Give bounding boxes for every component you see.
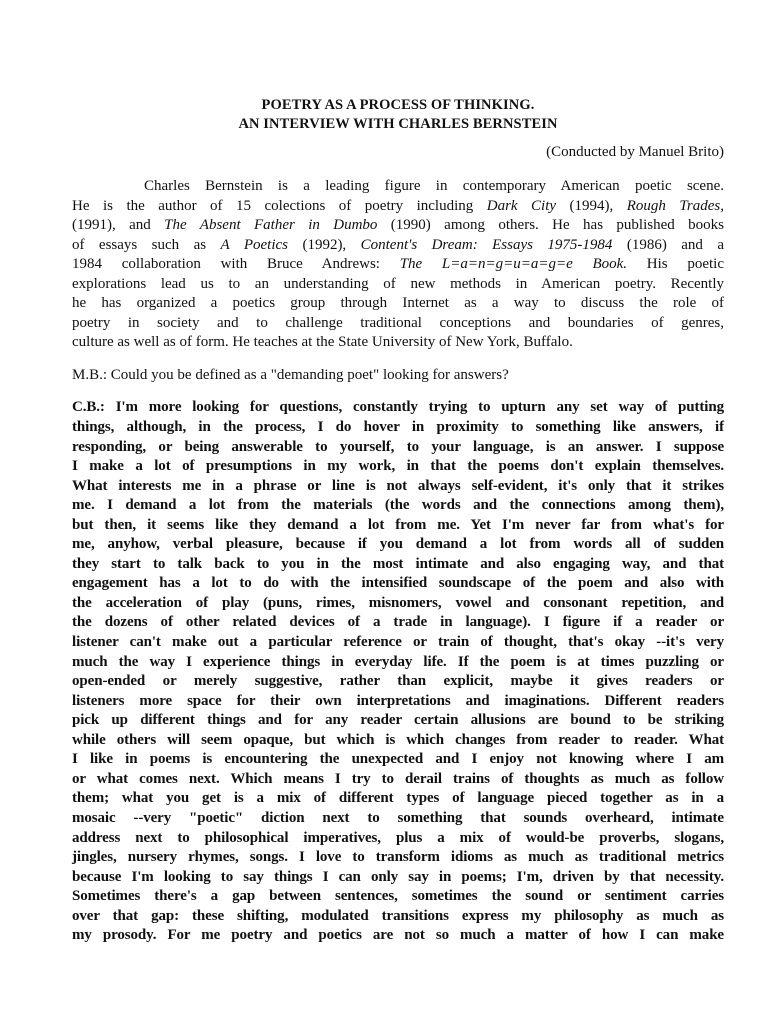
article-title-line-1: POETRY AS A PROCESS OF THINKING. bbox=[261, 97, 535, 113]
book-title: The L=a=n=g=u=a=g=e Book. bbox=[399, 256, 628, 273]
intro-text: He is the author of 15 colections of poetry including bbox=[72, 197, 487, 214]
intro-line: culture as well as of form. He teaches at the State University of New York, Buffalo. bbox=[72, 334, 573, 351]
answer-line: listener can't make out a particular reference or train of thought, that's okay --it's very bbox=[72, 634, 724, 651]
answer-line: because I'm looking to say things I can only say in poems; I'm, driven by that necessity. bbox=[72, 868, 724, 885]
intro-text: Charles Bernstein is a leading figure in contemporary American poetic scene. bbox=[144, 178, 724, 194]
interview-question bbox=[72, 366, 724, 386]
answer-line: I make a lot of presumptions in my work, in that the poems don't explain themselves. bbox=[72, 458, 724, 475]
intro-line bbox=[72, 177, 724, 197]
answer-line: open-ended or merely suggestive, rather than explicit, maybe it gives readers or bbox=[72, 673, 724, 690]
book-title: Rough Trades, bbox=[626, 197, 724, 214]
intro-text: His poetic bbox=[627, 256, 724, 273]
answer-line: much the way I experience things in everyday life. If the poem is at times puzzling or bbox=[72, 653, 724, 670]
answer-line: Sometimes there's a gap between sentences, sometimes the sound or sentiment carries bbox=[72, 888, 724, 905]
answer-line: jingles, nursery rhymes, songs. I love to transform idioms as much as traditional metrics bbox=[72, 849, 724, 866]
intro-text: (1992), bbox=[288, 236, 361, 253]
answer-line: the acceleration of play (puns, rimes, misnomers, vowel and consonant repetition, and bbox=[72, 594, 724, 611]
answer-line: engagement has a lot to do with the intensified soundscape of the poem and also with bbox=[72, 575, 724, 592]
answer-line: mosaic --very "poetic" diction next to something that sounds overheard, intimate bbox=[72, 809, 724, 826]
intro-text: (1991), and bbox=[72, 217, 165, 234]
answer-line: pick up different things and for any reader certain allusions are bound to be striking bbox=[72, 712, 724, 729]
answer-line: address next to philosophical imperatives, plus a mix of would-be proverbs, slogans, bbox=[72, 829, 724, 846]
intro-text: of essays such as bbox=[72, 236, 221, 253]
answer-line: things, although, in the process, I do hover in proximity to something like answers, if bbox=[72, 419, 724, 436]
intro-text: (1990) among others. He has published books bbox=[377, 217, 724, 234]
intro-text: (1994), bbox=[556, 197, 627, 214]
answer-line: while others will seem opaque, but which is which changes from reader to reader. What bbox=[72, 731, 724, 748]
intro-paragraph bbox=[72, 177, 724, 353]
intro-line: poetry in society and to challenge traditional conceptions and boundaries of genres, bbox=[72, 314, 724, 331]
answer-line: me, anyhow, verbal pleasure, because if you demand a lot from words all of sudden bbox=[72, 536, 724, 553]
book-title: Content's Dream: Essays 1975-1984 bbox=[360, 236, 613, 253]
answer-line: but then, it seems like they demand a lot from me. Yet I'm never far from what's for bbox=[72, 516, 724, 533]
intro-line bbox=[72, 236, 724, 256]
answer-line: C.B.: I'm more looking for questions, constantly trying to upturn any set way of putting bbox=[72, 399, 724, 416]
answer-line: they start to talk back to you in the most intimate and also engaging way, and that bbox=[72, 555, 724, 572]
intro-line: explorations lead us to an understanding of new methods in American poetry. Recently bbox=[72, 275, 724, 292]
question-line: M.B.: Could you be defined as a "demanding poet" looking for answers? bbox=[72, 366, 509, 383]
book-title: The Absent Father in Dumbo bbox=[164, 217, 378, 234]
answer-line: me. I demand a lot from the materials (the words and the connections among them), bbox=[72, 497, 724, 514]
answer-line: listeners more space for their own interpretations and imaginations. Different readers bbox=[72, 692, 724, 709]
intro-line: he has organized a poetics group through Internet as a way to discuss the role of bbox=[72, 295, 724, 312]
interview-answer bbox=[72, 398, 724, 945]
intro-line bbox=[72, 197, 724, 217]
answer-line: the dozens of other related devices of a trade in language). I figure if a reader or bbox=[72, 614, 724, 631]
intro-text: (1986) and a bbox=[612, 236, 724, 253]
intro-line bbox=[72, 255, 724, 275]
document-page bbox=[72, 96, 724, 959]
answer-line: I like in poems is encountering the unexpected and I enjoy not knowing where I am bbox=[72, 751, 724, 768]
intro-line bbox=[72, 216, 724, 236]
article-title-line-2: AN INTERVIEW WITH CHARLES BERNSTEIN bbox=[238, 116, 558, 132]
intro-text: 1984 collaboration with Bruce Andrews: bbox=[72, 256, 400, 273]
byline: (Conducted by Manuel Brito) bbox=[546, 144, 724, 160]
article-title bbox=[72, 96, 724, 134]
answer-line: my prosody. For me poetry and poetics are not so much a matter of how I can make bbox=[72, 927, 724, 944]
book-title: A Poetics bbox=[220, 236, 289, 253]
answer-line: responding, or being answerable to yourself, to your language, is an answer. I suppose bbox=[72, 438, 724, 455]
answer-line: or what comes next. Which means I try to derail trains of thoughts as much as follow bbox=[72, 770, 724, 787]
answer-line: over that gap: these shifting, modulated transitions express my philosophy as much as bbox=[72, 907, 724, 924]
book-title: Dark City bbox=[486, 197, 557, 214]
answer-line: them; what you get is a mix of different types of language pieced together as in a bbox=[72, 790, 724, 807]
answer-line: What interests me in a phrase or line is not always self-evident, it's only that it strikes bbox=[72, 477, 724, 494]
